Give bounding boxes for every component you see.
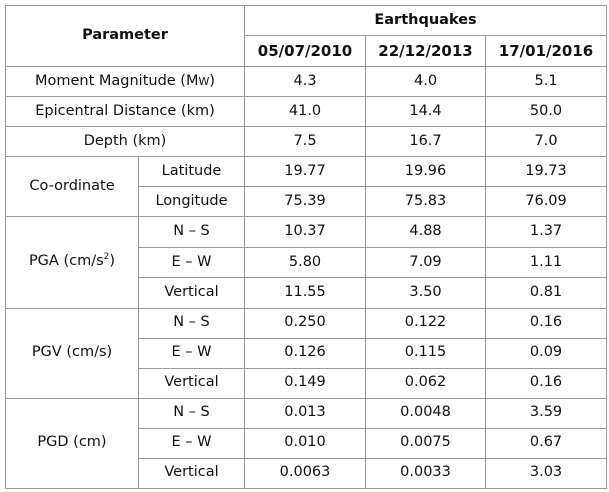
table-row bbox=[6, 157, 607, 187]
cell-value: 0.16 bbox=[486, 308, 607, 338]
cell-value: 0.126 bbox=[245, 338, 366, 368]
cell-value: 0.0033 bbox=[366, 458, 486, 488]
cell-value: 50.0 bbox=[486, 97, 607, 127]
cell-value: 0.81 bbox=[486, 278, 607, 308]
date-header: 17/01/2016 bbox=[486, 36, 607, 67]
cell-value: 0.09 bbox=[486, 338, 607, 368]
table-row bbox=[6, 127, 607, 157]
cell-value: 0.115 bbox=[366, 338, 486, 368]
cell-value: 0.67 bbox=[486, 428, 607, 458]
cell-value: 75.83 bbox=[366, 187, 486, 217]
row-label-pgd: PGD (cm) bbox=[6, 398, 139, 488]
row-label-magnitude: Moment Magnitude (MW) bbox=[6, 67, 245, 97]
cell-value: 5.80 bbox=[245, 248, 366, 278]
cell-value: 10.37 bbox=[245, 217, 366, 248]
cell-value: 19.96 bbox=[366, 157, 486, 187]
cell-value: 75.39 bbox=[245, 187, 366, 217]
cell-value: 76.09 bbox=[486, 187, 607, 217]
cell-value: 4.0 bbox=[366, 67, 486, 97]
earthquakes-header: Earthquakes bbox=[245, 6, 607, 36]
cell-value: 0.122 bbox=[366, 308, 486, 338]
cell-value: 14.4 bbox=[366, 97, 486, 127]
cell-value: 41.0 bbox=[245, 97, 366, 127]
table-row bbox=[6, 217, 607, 248]
sub-label: N – S bbox=[139, 398, 245, 428]
cell-value: 0.16 bbox=[486, 368, 607, 398]
sub-label: E – W bbox=[139, 428, 245, 458]
sub-label: E – W bbox=[139, 338, 245, 368]
cell-value: 3.03 bbox=[486, 458, 607, 488]
cell-value: 4.88 bbox=[366, 217, 486, 248]
sub-label: Vertical bbox=[139, 368, 245, 398]
sub-label: Latitude bbox=[139, 157, 245, 187]
parameter-header: Parameter bbox=[6, 6, 245, 67]
table-row bbox=[6, 308, 607, 338]
sub-label: N – S bbox=[139, 217, 245, 248]
row-label-epicentral: Epicentral Distance (km) bbox=[6, 97, 245, 127]
cell-value: 7.5 bbox=[245, 127, 366, 157]
cell-value: 11.55 bbox=[245, 278, 366, 308]
cell-value: 0.250 bbox=[245, 308, 366, 338]
cell-value: 7.0 bbox=[486, 127, 607, 157]
cell-value: 0.0075 bbox=[366, 428, 486, 458]
row-label-pgv: PGV (cm/s) bbox=[6, 308, 139, 398]
cell-value: 0.010 bbox=[245, 428, 366, 458]
date-header: 22/12/2013 bbox=[366, 36, 486, 67]
row-label-pga: PGA $(cm/s^2)$ bbox=[6, 217, 139, 308]
sub-label: Vertical bbox=[139, 458, 245, 488]
cell-value: 7.09 bbox=[366, 248, 486, 278]
cell-value: 1.11 bbox=[486, 248, 607, 278]
cell-value: 0.013 bbox=[245, 398, 366, 428]
sub-label: Longitude bbox=[139, 187, 245, 217]
sub-label: E – W bbox=[139, 248, 245, 278]
cell-value: 4.3 bbox=[245, 67, 366, 97]
sub-label: Vertical bbox=[139, 278, 245, 308]
date-header: 05/07/2010 bbox=[245, 36, 366, 67]
cell-value: 3.59 bbox=[486, 398, 607, 428]
table-row bbox=[6, 67, 607, 97]
cell-value: 3.50 bbox=[366, 278, 486, 308]
row-label-depth: Depth (km) bbox=[6, 127, 245, 157]
cell-value: 0.0048 bbox=[366, 398, 486, 428]
cell-value: 0.062 bbox=[366, 368, 486, 398]
cell-value: 0.149 bbox=[245, 368, 366, 398]
sub-label: N – S bbox=[139, 308, 245, 338]
cell-value: 1.37 bbox=[486, 217, 607, 248]
cell-value: 19.73 bbox=[486, 157, 607, 187]
cell-value: 5.1 bbox=[486, 67, 607, 97]
table-row bbox=[6, 398, 607, 428]
cell-value: 19.77 bbox=[245, 157, 366, 187]
table-row bbox=[6, 97, 607, 127]
cell-value: 0.0063 bbox=[245, 458, 366, 488]
cell-value: 16.7 bbox=[366, 127, 486, 157]
earthquake-parameters-table bbox=[5, 5, 607, 489]
row-label-coordinate: Co-ordinate bbox=[6, 157, 139, 217]
